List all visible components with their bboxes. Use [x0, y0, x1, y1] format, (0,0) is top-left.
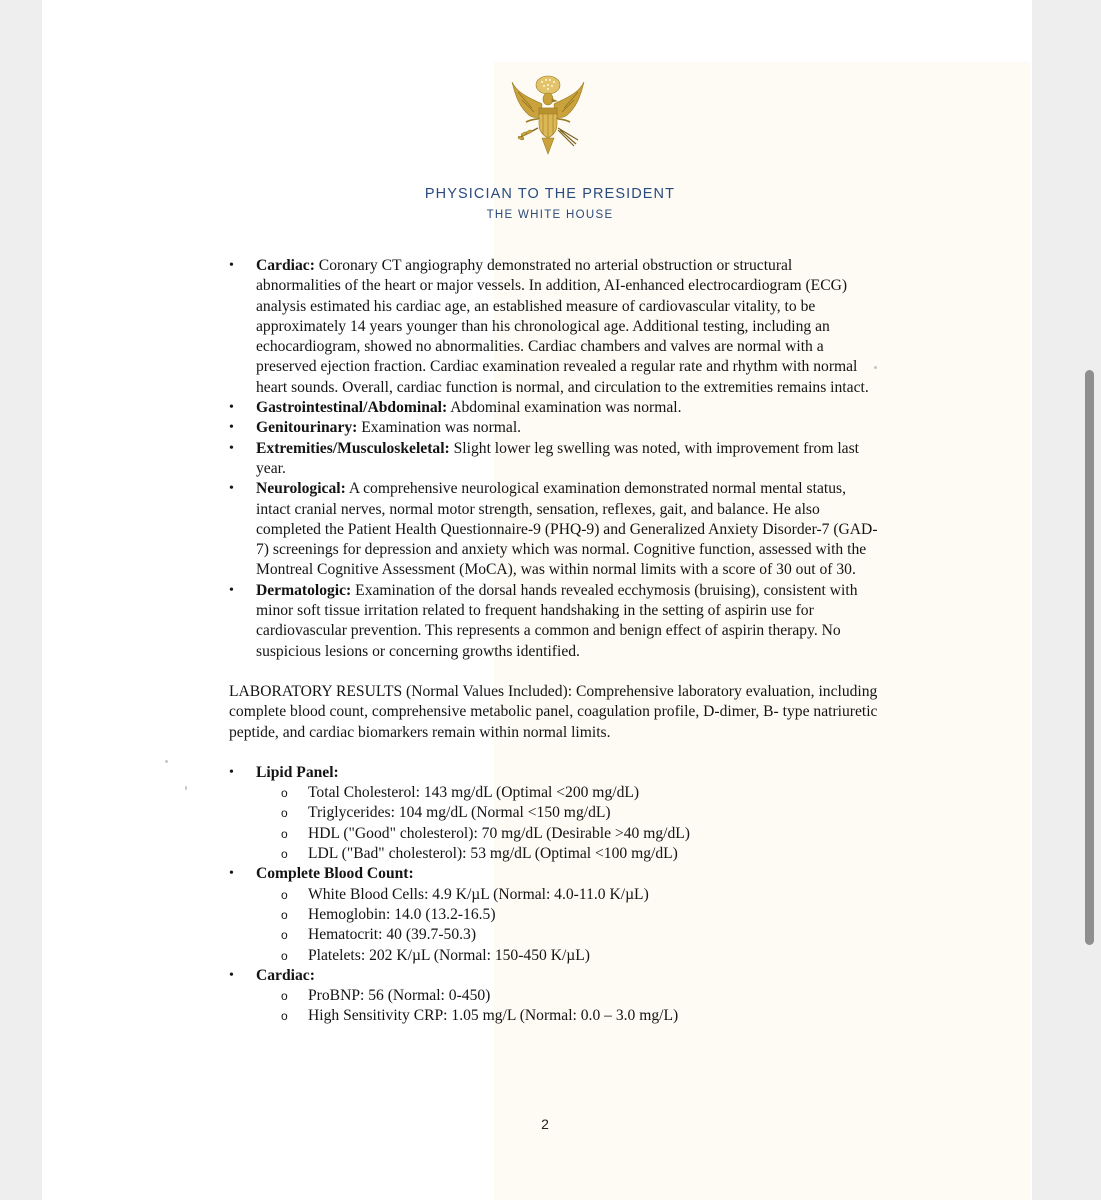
- lab-item: [281, 803, 879, 823]
- sub-bullet: o: [281, 887, 288, 902]
- lab-item-text: Triglycerides: 104 mg/dL (Normal <150 mg/dL): [308, 804, 611, 822]
- finding-term: Cardiac:: [256, 257, 315, 274]
- lab-item-text: Hematocrit: 40 (39.7-50.3): [308, 926, 477, 944]
- sub-bullet: o: [281, 826, 288, 841]
- lab-item-text: Platelets: 202 K/µL (Normal: 150-450 K/µL): [308, 946, 591, 964]
- lab-item-text: White Blood Cells: 4.9 K/µL (Normal: 4.0-11.0 K/µL): [308, 885, 649, 903]
- exam-findings-list: [229, 256, 879, 662]
- sub-bullet: o: [281, 1009, 288, 1024]
- bullet: •: [229, 967, 234, 983]
- bullet: •: [229, 400, 234, 416]
- lab-item-text: HDL ("Good" cholesterol): 70 mg/dL (Desirable >40 mg/dL): [308, 824, 690, 842]
- lab-item-text: Total Cholesterol: 143 mg/dL (Optimal <200 mg/dL): [308, 784, 640, 802]
- finding-term: Gastrointestinal/Abdominal:: [256, 399, 448, 417]
- lab-items: [256, 885, 879, 966]
- presidential-seal-icon: [508, 72, 588, 158]
- lab-item: [281, 946, 879, 966]
- bullet: •: [229, 258, 234, 273]
- scan-speck: [185, 786, 187, 790]
- finding-text: Coronary CT angiography demonstrated no arterial obstruction or structural abnormalities of the heart or major vessels. In addition, AI-enhanced electrocardiogram (ECG) analysis estimated his cardiac age, an established measure of cardiovascular vitality, to be approximately 14 years younger than his chronological age. Additional testing, including an echocardiogram, showed no abnormalities. Cardiac chambers and valves are normal with a preserved ejection fraction. Cardiac examination revealed a regular rate and rhythm with normal heart sounds. Overall, cardiac function is normal, and circulation to the extremities remains intact.: [256, 257, 869, 396]
- finding-term: Dermatologic:: [256, 581, 352, 599]
- lab-item: [281, 905, 879, 925]
- scrollbar-thumb[interactable]: [1085, 370, 1094, 945]
- lab-item-text: Hemoglobin: 14.0 (13.2-16.5): [308, 905, 496, 923]
- lab-group-title: Lipid Panel:: [256, 763, 339, 781]
- letterhead-title: PHYSICIAN TO THE PRESIDENT: [424, 186, 676, 202]
- bullet: •: [229, 481, 234, 497]
- finding-gastrointestinal: [229, 398, 879, 418]
- lab-item: [281, 986, 879, 1006]
- bullet: •: [229, 440, 234, 456]
- finding-text: A comprehensive neurological examination demonstrated normal mental status, intact cranial nerves, normal motor strength, sensation, reflexes, gait, and balance. He also completed the Patient Health Questionnaire-9 (PHQ-9) and Generalized Anxiety Disorder-7 (GAD-7) screenings for depression and anxiety which was normal. Cognitive function, assessed with the Montreal Cognitive Assessment (MoCA), was within normal limits with a score of 30 out of 30.: [256, 480, 878, 579]
- lab-items: [256, 986, 879, 1027]
- scan-speck: [165, 760, 168, 763]
- finding-term: Genitourinary:: [256, 419, 358, 437]
- sub-bullet: o: [281, 847, 288, 862]
- lab-group-title: Cardiac:: [256, 966, 315, 984]
- lab-item: [281, 1006, 879, 1026]
- finding-text: Abdominal examination was normal.: [447, 399, 682, 417]
- finding-neurological: [229, 479, 879, 580]
- lab-item-text: High Sensitivity CRP: 1.05 mg/L (Normal: 0.0 – 3.0 mg/L): [308, 1007, 679, 1025]
- lab-item-text: ProBNP: 56 (Normal: 0-450): [308, 987, 491, 1005]
- sub-bullet: o: [281, 989, 288, 1004]
- lab-group-title: Complete Blood Count:: [256, 865, 414, 883]
- finding-term: Extremities/Musculoskeletal:: [256, 439, 450, 457]
- lab-results-list: [229, 763, 879, 1027]
- lab-item: [281, 925, 879, 945]
- finding-text: Slight lower leg swelling was noted, with improvement from last year.: [256, 439, 860, 477]
- page-number: 2: [541, 1116, 549, 1132]
- lab-item: [281, 844, 879, 864]
- finding-genitourinary: [229, 418, 879, 438]
- sub-bullet: o: [281, 806, 288, 821]
- lab-group-complete-blood-count: [229, 864, 879, 965]
- finding-dermatologic: [229, 581, 879, 662]
- letterhead-subtitle: THE WHITE HOUSE: [486, 209, 614, 221]
- sub-bullet: o: [281, 907, 288, 922]
- finding-text: Examination was normal.: [357, 419, 522, 437]
- bullet: •: [229, 866, 234, 882]
- sub-bullet: o: [281, 948, 288, 963]
- finding-text: Examination of the dorsal hands revealed ecchymosis (bruising), consistent with minor soft tissue irritation related to frequent handshaking in the setting of aspirin use for cardiovascular prevention. This represents a common and benign effect of aspirin therapy. No suspicious lesions or concerning growths identified.: [256, 581, 858, 660]
- lab-group-lipid-panel: [229, 763, 879, 864]
- sub-bullet: o: [281, 786, 288, 801]
- lab-item: [281, 885, 879, 905]
- finding-cardiac: [229, 256, 879, 398]
- lab-item: [281, 783, 879, 803]
- finding-term: Neurological:: [256, 480, 346, 498]
- lab-items: [256, 783, 879, 864]
- laboratory-results-intro: LABORATORY RESULTS (Normal Values Included): Comprehensive laboratory evaluation, including complete blood count, comprehensive metabolic panel, coagulation profile, D-dimer, B- type natriuretic peptide, and cardiac biomarkers remain within normal limits.: [229, 682, 878, 741]
- lab-item-text: LDL ("Bad" cholesterol): 53 mg/dL (Optimal <100 mg/dL): [308, 845, 678, 863]
- report-body: [229, 256, 879, 1027]
- bullet: •: [229, 764, 234, 780]
- lab-group-cardiac: [229, 966, 879, 1027]
- sub-bullet: o: [281, 928, 288, 943]
- bullet: •: [229, 420, 234, 436]
- bullet: •: [229, 582, 234, 598]
- lab-item: [281, 824, 879, 844]
- finding-extremities: [229, 439, 879, 480]
